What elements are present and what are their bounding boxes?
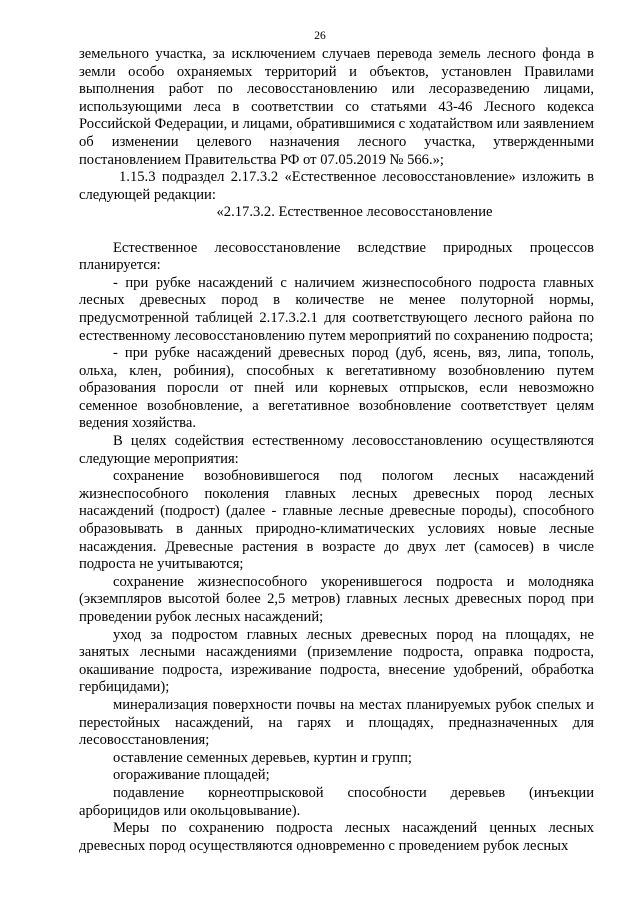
list-item: сохранение возобновившегося под пологом лесных насаждений жизнеспособного поколения главных лесных древесных пород лесных насаждений (подрост) (далее - главные лесные древесные породы), способного образовывать в данных природно-климатических условиях новые лесные насаждения. Древесные растения в возрасте до двух лет (самосев) в числе подроста не учитываются;	[79, 468, 594, 573]
paragraph: земельного участка, за исключением случаев перевода земель лесного фонда в земли особо охраняемых территорий и объектов, установлен Правилами выполнения работ по лесовосстановлению или лесоразведению лицами, использующими леса в соответствии со статьями 43-46 Лесного кодекса Российской Федерации, и лицами, обратившимися с ходатайством или заявлением об изменении целевого назначения лесного участка, утвержденными постановлением Правительства РФ от 07.05.2019 № 566.»;	[79, 46, 594, 168]
paragraph: Естественное лесовосстановление вследствие природных процессов планируется:	[79, 239, 594, 274]
page-body	[79, 46, 594, 855]
list-item: подавление корнеотпрысковой способности деревьев (инъекции арборицидов или окольцовывание).	[79, 784, 594, 819]
paragraph-amendment-1-15-3: 1.15.3 подраздел 2.17.3.2 «Естественное лесовосстановление» изложить в следующей редакции:	[79, 169, 594, 203]
list-item: - при рубке насаждений с наличием жизнеспособного подроста главных лесных древесных пород в количестве не менее полуторной нормы, предусмотренной таблицей 2.17.3.2.1 для соответствующего лесного района по естественному лесовосстановлению путем мероприятий по сохранению подроста;	[79, 274, 594, 344]
section-heading: «2.17.3.2. Естественное лесовосстановление	[216, 204, 493, 221]
list-item: уход за подростом главных лесных древесных пород на площадях, не занятых лесными насаждениями (приземление подроста, оправка подроста, окашивание подроста, изреживание подроста, внесение удобрений, обработка гербицидами);	[79, 626, 594, 696]
list-item: минерализация поверхности почвы на местах планируемых рубок спелых и перестойных насаждений, на гарях и площадях, предназначенных для лесовосстановления;	[79, 696, 594, 749]
list-item: сохранение жизнеспособного укоренившегося подроста и молодняка (экземпляров высотой более 2,5 метров) главных лесных древесных пород при проведении рубок лесных насаждений;	[79, 573, 594, 625]
list-item: оставление семенных деревьев, куртин и групп;	[113, 749, 412, 766]
list-item: огораживание площадей;	[113, 767, 270, 784]
paragraph: В целях содействия естественному лесовосстановлению осуществляются следующие мероприятия:	[79, 433, 594, 467]
blank-line	[79, 222, 594, 240]
page-number: 26	[314, 30, 326, 42]
list-item: - при рубке насаждений древесных пород (дуб, ясень, вяз, липа, тополь, ольха, клен, робиния), способных к вегетативному возобновлению путем образования поросли от пней или корневых отпрысков, если невозможно семенное возобновление, а вегетативное возобновление соответствует целям ведения хозяйства.	[79, 345, 594, 432]
paragraph: Меры по сохранению подроста лесных насаждений ценных лесных древесных пород осуществляются одновременно с проведением рубок лесных	[79, 820, 594, 854]
